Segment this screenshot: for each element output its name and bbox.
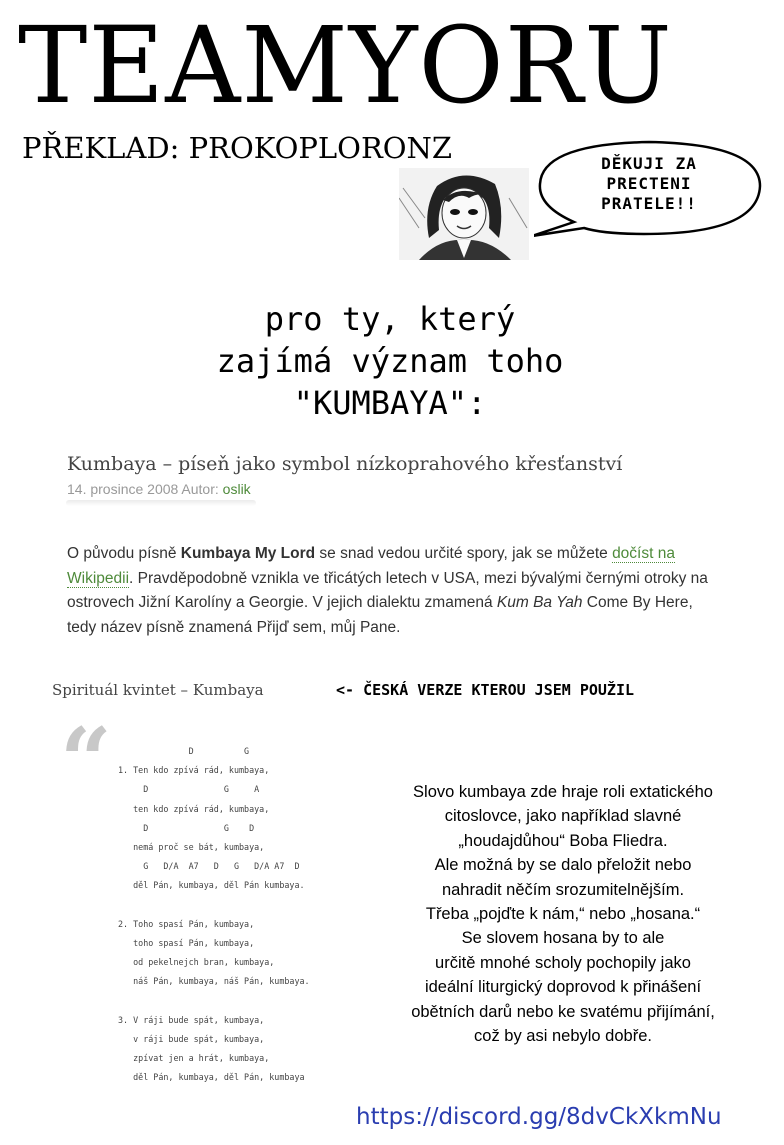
- lyric-line: 2. Toho spasí Pán, kumbaya,: [118, 918, 255, 929]
- lyric-line: 3. V ráji bude spát, kumbaya,: [118, 1014, 265, 1025]
- chord-line: D G: [118, 746, 250, 756]
- lyric-line: děl Pán, kumbaya, děl Pán kumbaya.: [118, 880, 305, 891]
- discord-link[interactable]: https://discord.gg/8dvCkXkmNu: [356, 1104, 722, 1130]
- meta-divider: [66, 500, 256, 506]
- version-note: <- ČESKÁ VERZE KTEROU JSEM POUŽIL: [336, 681, 635, 699]
- lyric-line: zpívat jen a hrát, kumbaya,: [118, 1053, 270, 1063]
- article-date: 14. prosince 2008 Autor:: [67, 481, 223, 497]
- chord-line: D G D: [118, 822, 255, 833]
- lyric-line: náš Pán, kumbaya, náš Pán, kumbaya.: [118, 976, 310, 987]
- lyric-line: v ráji bude spát, kumbaya,: [118, 1033, 265, 1044]
- quote-icon: “: [60, 708, 112, 814]
- blank-line: [118, 991, 368, 1010]
- song-title: Kumbaya My Lord: [180, 545, 316, 562]
- lyric-line: 1. Ten kdo zpívá rád, kumbaya,: [118, 765, 270, 776]
- article-meta: [67, 481, 251, 497]
- wikipedia-link[interactable]: dočíst na Wikipedii: [67, 545, 675, 587]
- lyric-line: toho spasí Pán, kumbaya,: [118, 937, 255, 948]
- lyric-line: od pekelnejch bran, kumbaya,: [118, 957, 275, 968]
- blank-line: [118, 896, 368, 915]
- speech-bubble-text: DĚKUJI ZA PRECTENI PRATELE!!: [601, 154, 697, 213]
- translator-comment: Slovo kumbaya zde hraje roli extatického citoslovce, jako například slavné „houdajdůhou“ Boba Fliedra. Ale možná by se dalo přeložit nebo nahradit něčím srozumitelnějším. Třeba „pojďte k nám,“ nebo „hosana.“ Se slovem hosana by to ale určitě mnohé scholy pochopily jako ideální liturgický doprovod k přinášení obětních darů nebo ke svatému přijímání, což by asi nebylo dobře.: [411, 783, 715, 1046]
- team-logo: TEAMYORU: [18, 3, 673, 128]
- lyrics-block: [118, 742, 368, 1087]
- author-link[interactable]: oslik: [222, 481, 251, 497]
- lyric-line: děl Pán, kumbaya, děl Pán, kumbaya: [118, 1072, 305, 1083]
- chord-line: G D/A A7 D G D/A A7 D: [118, 861, 300, 872]
- dialect-term: Kum Ba Yah: [496, 594, 583, 611]
- character-portrait: [399, 168, 529, 260]
- article-body: O původu písně Kumbaya My Lord se snad vedou určité spory, jak se můžete dočíst na Wikipedii. Pravděpodobně vznikla ve třicátých letech v USA, mezi bývalými černými otroky na ostrovech Jižní Karolíny a Georgie. V jejich dialektu zmamená Kum Ba Yah Come By Here, tedy název písně znamená Přijď sem, můj Pane.: [67, 545, 708, 636]
- lyric-line: ten kdo zpívá rád, kumbaya,: [118, 803, 270, 814]
- translator-credit: PŘEKLAD: PROKOPLORONZ: [22, 131, 453, 165]
- headline: pro ty, který zajímá význam toho "KUMBAYA":: [216, 300, 564, 422]
- chord-line: D G A: [118, 784, 260, 795]
- article-title: Kumbaya – píseň jako symbol nízkoprahového křesťanství: [67, 453, 623, 475]
- lyric-line: nemá proč se bát, kumbaya,: [118, 841, 265, 852]
- spiritual-title: Spirituál kvintet – Kumbaya: [52, 681, 264, 699]
